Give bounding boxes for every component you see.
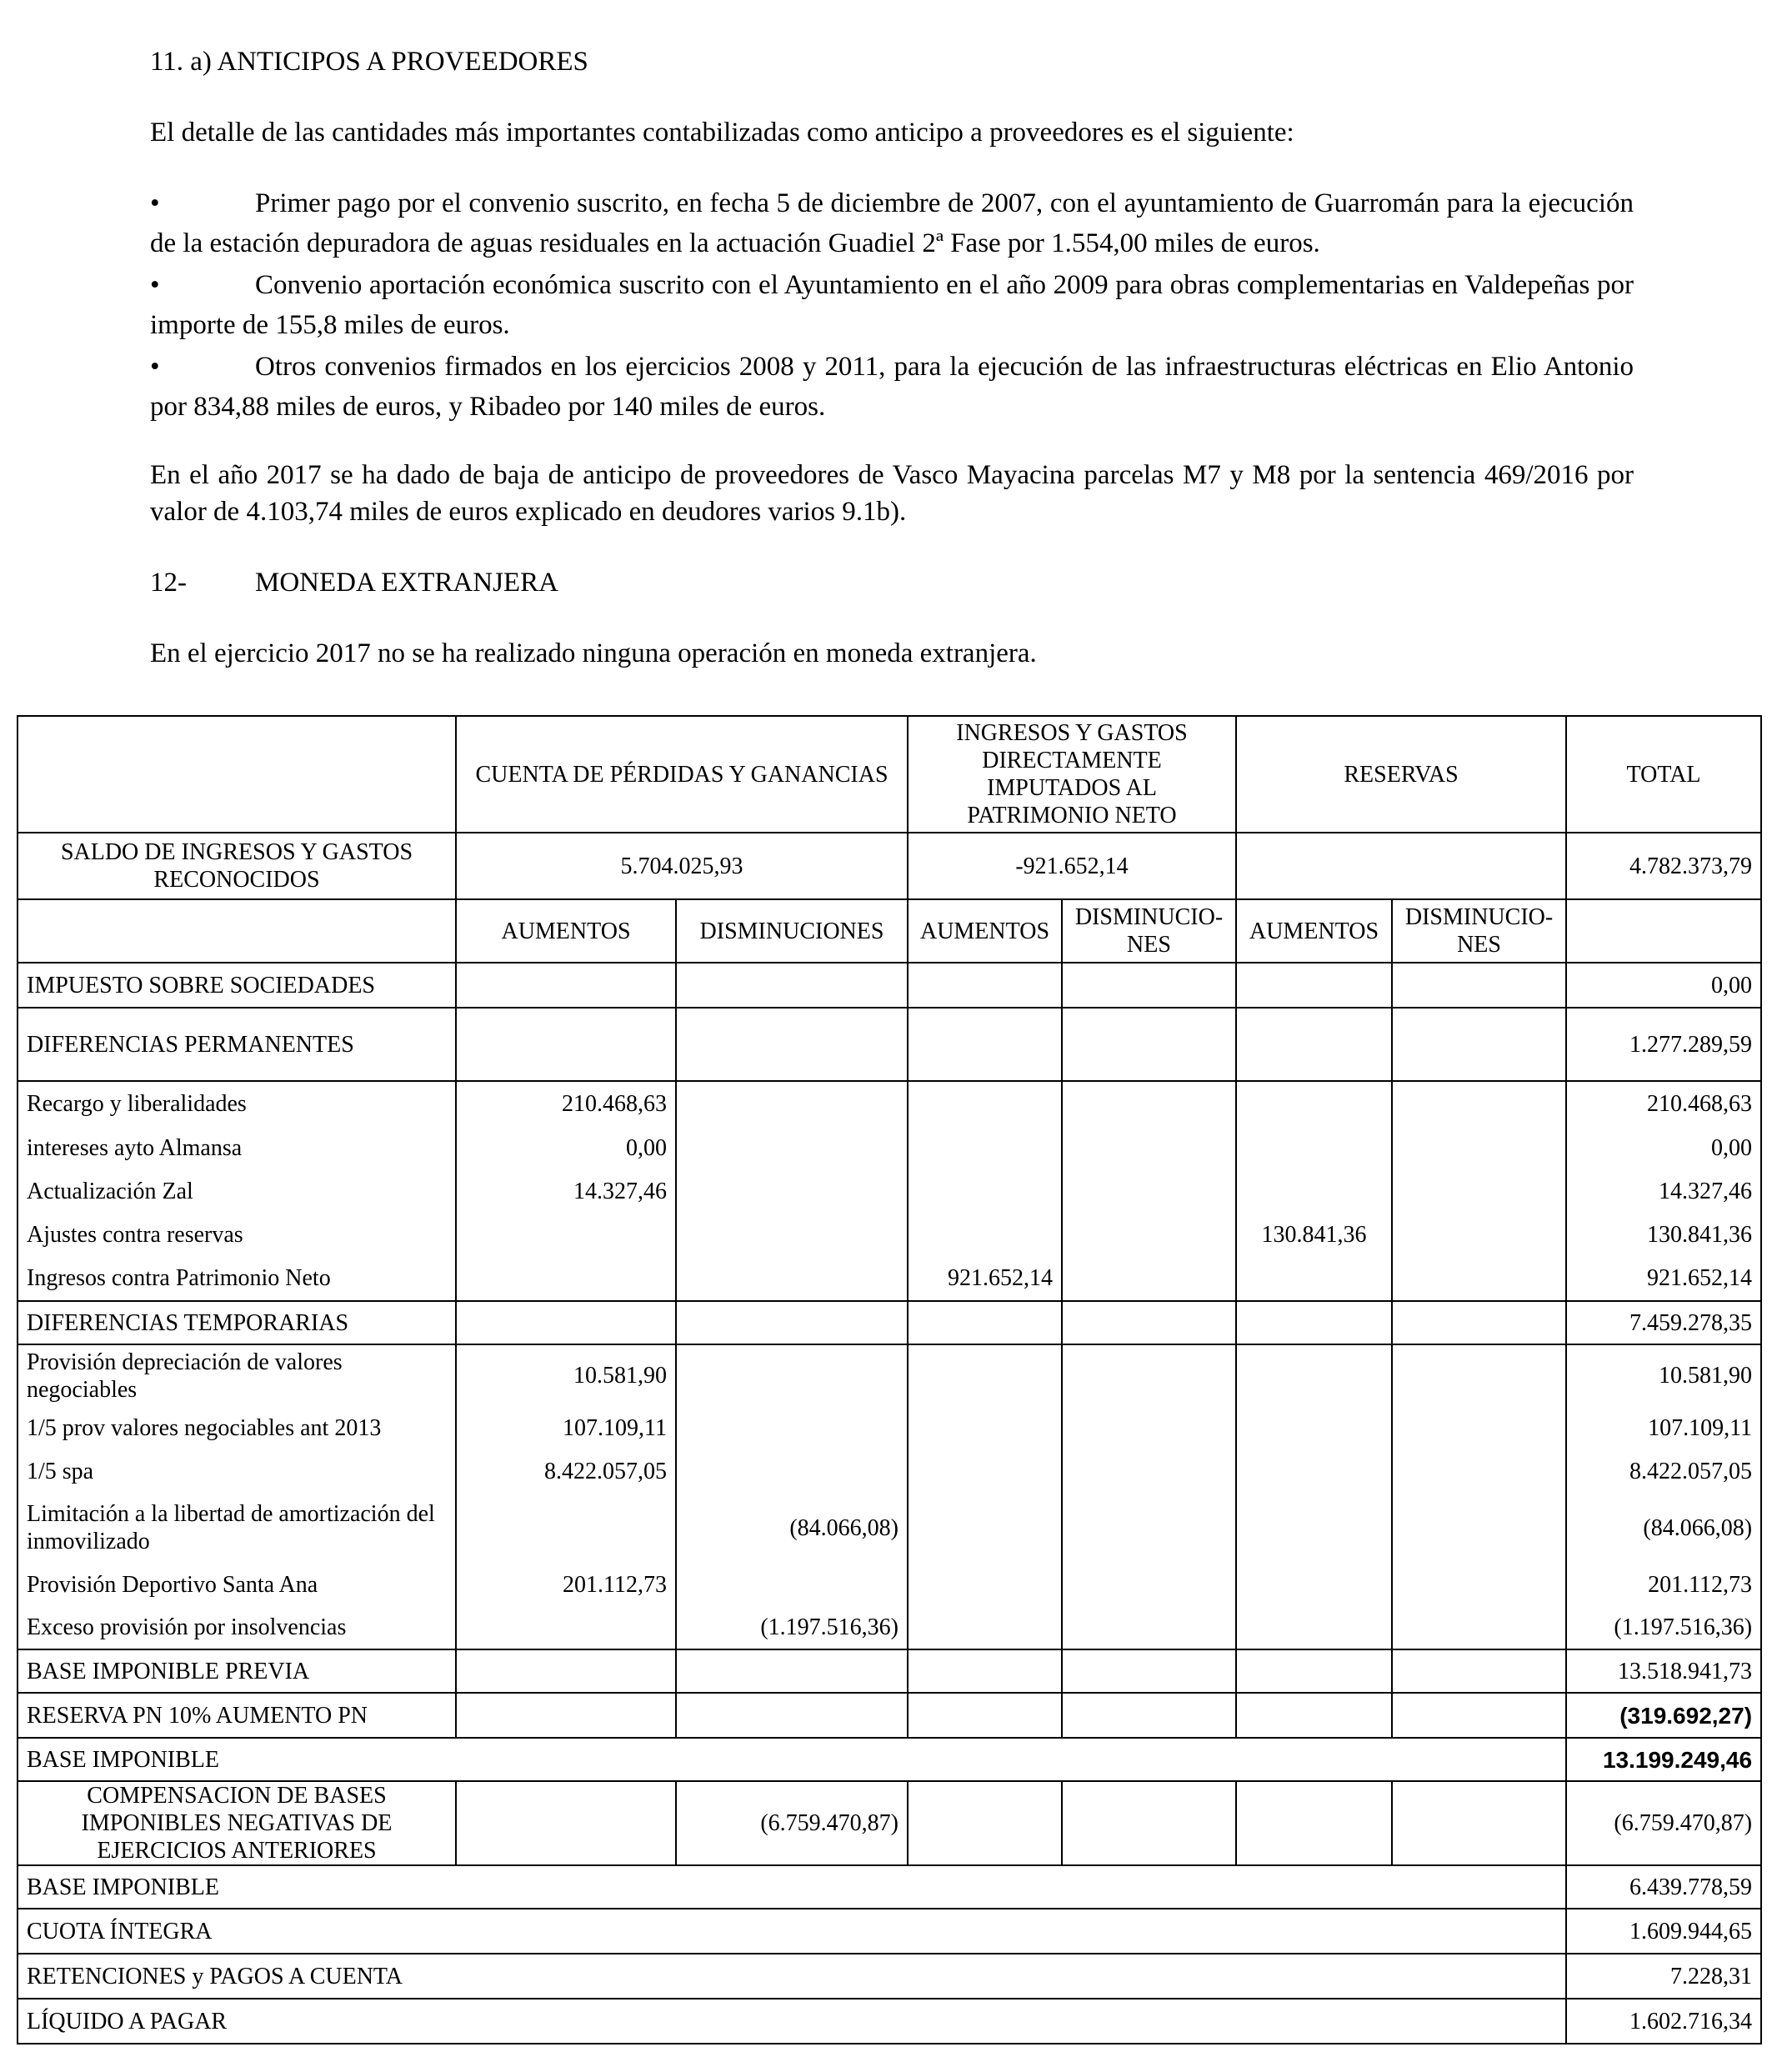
row-label: Limitación a la libertad de amortización del inmovilizado [18, 1493, 456, 1563]
table-row [18, 1449, 1761, 1493]
row-total: 201.112,73 [1566, 1563, 1761, 1606]
cell-ingresos-aumentos: 921.652,14 [908, 1256, 1062, 1301]
row-label: 1/5 spa [18, 1449, 456, 1493]
row-total: 210.468,63 [1566, 1081, 1761, 1126]
cell-reservas-aumentos: 130.841,36 [1236, 1213, 1392, 1256]
section-11-paragraph: En el año 2017 se ha dado de baja de anticipo de proveedores de Vasco Mayacina parcelas M7 y M8 por la sentencia 469/2016 por valor de 4.103,74 miles de euros explicado en deudores varios 9.1b). [150, 460, 1634, 527]
row-label: RESERVA PN 10% AUMENTO PN [18, 1693, 456, 1738]
header-ingresos: INGRESOS Y GASTOS DIRECTAMENTE IMPUTADOS AL PATRIMONIO NETO [908, 716, 1236, 833]
row-label: 1/5 prov valores negociables ant 2013 [18, 1406, 456, 1449]
row-label: Actualización Zal [18, 1169, 456, 1213]
section-12-title [150, 563, 1634, 603]
row-total: (319.692,27) [1566, 1693, 1761, 1738]
saldo-cuenta: 5.704.025,93 [456, 833, 908, 899]
bullet-icon: • [150, 188, 160, 218]
row-total: 8.422.057,05 [1566, 1449, 1761, 1493]
subheader-empty [1566, 899, 1761, 963]
saldo-total: 4.782.373,79 [1566, 833, 1761, 899]
subheader-empty [18, 899, 456, 963]
header-cuenta: CUENTA DE PÉRDIDAS Y GANANCIAS [456, 716, 908, 833]
row-total: 921.652,14 [1566, 1256, 1761, 1301]
row-total: 1.277.289,59 [1566, 1008, 1761, 1081]
subheader-disminuciones: DISMINUCIO-NES [1392, 899, 1566, 963]
subheader-aumentos: AUMENTOS [908, 899, 1062, 963]
table-row [18, 1406, 1761, 1449]
header-total: TOTAL [1566, 716, 1761, 833]
table-row [18, 963, 1761, 1008]
table-row [18, 1563, 1761, 1606]
bullet-text: Primer pago por el convenio suscrito, en fecha 5 de diciembre de 2007, con el ayuntamiento de Guarromán para la ejecución de la estación depuradora de aguas residuales en la actuación Guadiel 2ª Fase por 1.554,00 miles de euros. [150, 188, 1634, 258]
row-label: Exceso provisión por insolvencias [18, 1606, 456, 1649]
table-row [18, 1213, 1761, 1256]
table-row [18, 1493, 1761, 1563]
cell-disminuciones: (84.066,08) [676, 1493, 908, 1563]
row-total: 7.459.278,35 [1566, 1301, 1761, 1344]
header-reservas: RESERVAS [1236, 716, 1566, 833]
row-total: 1.602.716,34 [1566, 1999, 1761, 2044]
table-row [18, 1649, 1761, 1693]
table-row [18, 1081, 1761, 1126]
row-total: 1.609.944,65 [1566, 1909, 1761, 1954]
row-total: 0,00 [1566, 1126, 1761, 1169]
cell-aumentos: 210.468,63 [456, 1081, 676, 1126]
cell-aumentos: 0,00 [456, 1126, 676, 1169]
section-12-paragraph: En el ejercicio 2017 no se ha realizado ninguna operación en moneda extranjera. [150, 638, 1037, 668]
row-total: 13.518.941,73 [1566, 1649, 1761, 1693]
row-label: DIFERENCIAS PERMANENTES [18, 1008, 456, 1081]
saldo-ingresos: -921.652,14 [908, 833, 1236, 899]
bullet-text: Otros convenios firmados en los ejercicios 2008 y 2011, para la ejecución de las infraestructuras eléctricas en Elio Antonio por 834,88 miles de euros, y Ribadeo por 140 miles de euros. [150, 352, 1634, 422]
row-label: Recargo y liberalidades [18, 1081, 456, 1126]
section-11-intro: El detalle de las cantidades más importantes contabilizadas como anticipo a proveedores es el siguiente: [150, 118, 1294, 148]
row-total: (6.759.470,87) [1566, 1781, 1761, 1865]
row-total: 130.841,36 [1566, 1213, 1761, 1256]
subheader-disminuciones: DISMINUCIO-NES [1062, 899, 1236, 963]
row-label: BASE IMPONIBLE [18, 1738, 1566, 1781]
row-total: (1.197.516,36) [1566, 1606, 1761, 1649]
bullet-text: Convenio aportación económica suscrito con el Ayuntamiento en el año 2009 para obras complementarias en Valdepeñas por importe de 155,8 miles de euros. [150, 270, 1634, 340]
bullet-icon: • [150, 270, 160, 300]
row-total: 6.439.778,59 [1566, 1865, 1761, 1909]
bullet-item [150, 265, 1634, 345]
header-row [18, 716, 1761, 833]
row-label: intereses ayto Almansa [18, 1126, 456, 1169]
subheader-row [18, 899, 1761, 963]
row-label: RETENCIONES y PAGOS A CUENTA [18, 1954, 1566, 1999]
cell-aumentos: 8.422.057,05 [456, 1449, 676, 1493]
table-row [18, 1781, 1761, 1865]
row-total: 107.109,11 [1566, 1406, 1761, 1449]
row-label: IMPUESTO SOBRE SOCIEDADES [18, 963, 456, 1008]
table-row [18, 1738, 1761, 1781]
table-row [18, 1865, 1761, 1909]
cell-disminuciones: (1.197.516,36) [676, 1606, 908, 1649]
row-label: DIFERENCIAS TEMPORARIAS [18, 1301, 456, 1344]
row-label: Ajustes contra reservas [18, 1213, 456, 1256]
tax-table [17, 715, 1762, 2044]
bullet-item [150, 183, 1634, 263]
row-label: BASE IMPONIBLE PREVIA [18, 1649, 456, 1693]
row-total: 0,00 [1566, 963, 1761, 1008]
cell-aumentos: 107.109,11 [456, 1406, 676, 1449]
section-11-title: 11. a) ANTICIPOS A PROVEEDORES [150, 47, 588, 77]
table-row [18, 1909, 1761, 1954]
table-row [18, 1169, 1761, 1213]
subheader-disminuciones: DISMINUCIONES [676, 899, 908, 963]
section-12-heading: MONEDA EXTRANJERA [255, 568, 558, 598]
row-label: SALDO DE INGRESOS Y GASTOS RECONOCIDOS [18, 833, 456, 899]
table-row [18, 1693, 1761, 1738]
table-row [18, 1606, 1761, 1649]
section-12-number: 12- [150, 568, 187, 598]
row-total: 14.327,46 [1566, 1169, 1761, 1213]
row-label: COMPENSACION DE BASES IMPONIBLES NEGATIVAS DE EJERCICIOS ANTERIORES [18, 1781, 456, 1865]
row-total: (84.066,08) [1566, 1493, 1761, 1563]
saldo-row [18, 833, 1761, 899]
subheader-aumentos: AUMENTOS [456, 899, 676, 963]
row-label: Ingresos contra Patrimonio Neto [18, 1256, 456, 1301]
saldo-reservas [1236, 833, 1566, 899]
row-total: 13.199.249,46 [1566, 1738, 1761, 1781]
row-label: LÍQUIDO A PAGAR [18, 1999, 1566, 2044]
cell-aumentos: 10.581,90 [456, 1344, 676, 1406]
row-label: Provisión Deportivo Santa Ana [18, 1563, 456, 1606]
row-total: 10.581,90 [1566, 1344, 1761, 1406]
row-total: 7.228,31 [1566, 1954, 1761, 1999]
bullet-item [150, 347, 1634, 427]
table-row [18, 1954, 1761, 1999]
cell-disminuciones: (6.759.470,87) [676, 1781, 908, 1865]
subheader-aumentos: AUMENTOS [1236, 899, 1392, 963]
table-row [18, 1344, 1761, 1406]
table-row [18, 1008, 1761, 1081]
row-label: BASE IMPONIBLE [18, 1865, 1566, 1909]
table-row [18, 1126, 1761, 1169]
bullet-icon: • [150, 352, 160, 382]
row-label: CUOTA ÍNTEGRA [18, 1909, 1566, 1954]
table-row [18, 1301, 1761, 1344]
row-label: Provisión depreciación de valores negociables [18, 1344, 456, 1406]
table-row [18, 1999, 1761, 2044]
cell-aumentos: 201.112,73 [456, 1563, 676, 1606]
cell-aumentos: 14.327,46 [456, 1169, 676, 1213]
table-row [18, 1256, 1761, 1301]
header-empty [18, 716, 456, 833]
